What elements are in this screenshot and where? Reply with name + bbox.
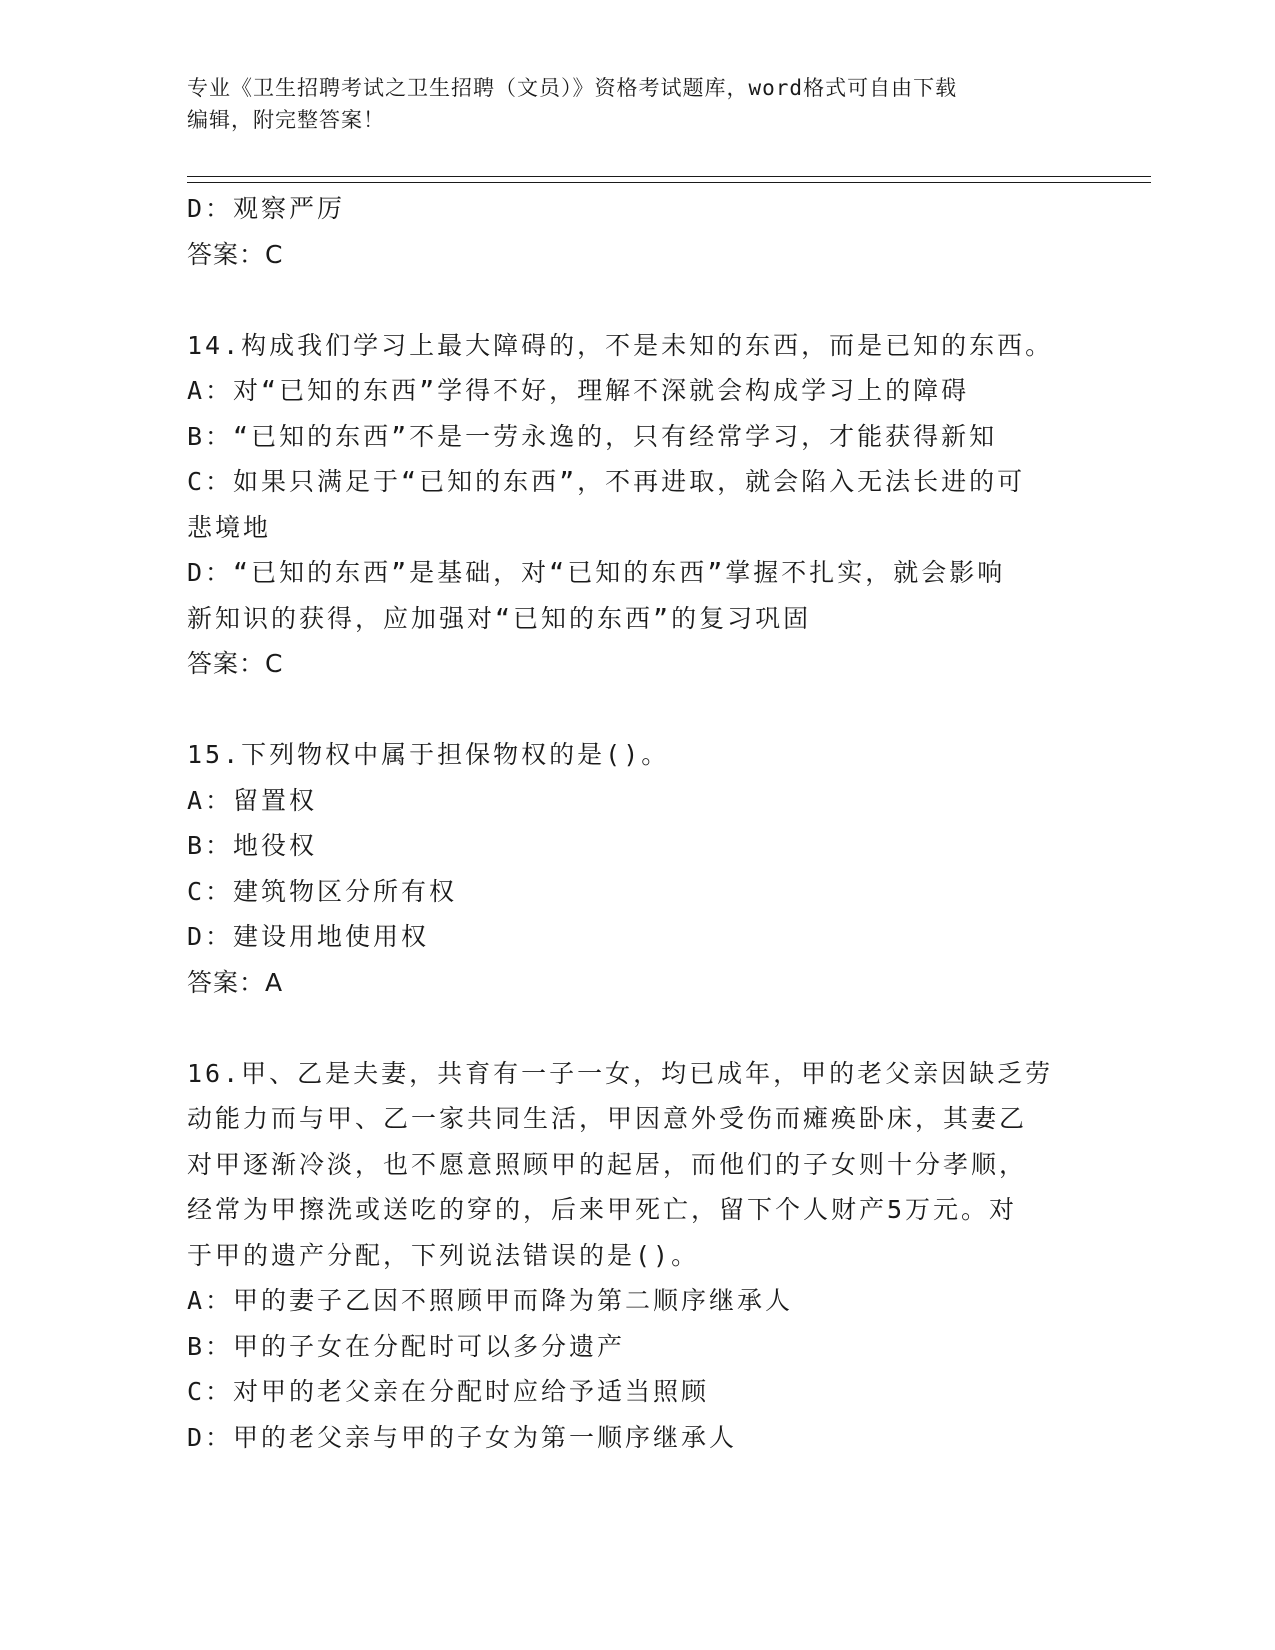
option-c: C：建筑物区分所有权: [187, 876, 458, 906]
option-a: A：留置权: [187, 785, 318, 815]
option-c-continued: 悲境地: [187, 512, 272, 542]
question-content: [187, 186, 1087, 1460]
option-d: D：建设用地使用权: [187, 922, 430, 951]
question-stem-line-1: 16.甲、乙是夫妻，共育有一子一女，均已成年，甲的老父亲因缺乏劳: [187, 1058, 1054, 1088]
question-stem-line-5: 于甲的遗产分配，下列说法错误的是()。: [187, 1240, 700, 1270]
answer: 答案：A: [187, 967, 284, 997]
answer: 答案：C: [187, 649, 284, 678]
question-16: [187, 1051, 1087, 1461]
answer: 答案：C: [187, 239, 284, 269]
previous-question-tail: [187, 186, 1087, 277]
question-14: [187, 323, 1087, 687]
question-stem: 15.下列物权中属于担保物权的是()。: [187, 740, 670, 769]
option-d: D：“已知的东西”是基础，对“已知的东西”掌握不扎实，就会影响: [187, 558, 1006, 587]
option-a: A：对“已知的东西”学得不好，理解不深就会构成学习上的障碍: [187, 376, 970, 405]
header-rule-bottom: [187, 182, 1151, 183]
spacer: [187, 1005, 1087, 1051]
question-stem-line-3: 对甲逐渐冷淡，也不愿意照顾甲的起居，而他们的子女则十分孝顺，: [187, 1149, 1028, 1179]
option-b: B：地役权: [187, 831, 318, 860]
option-d-continued: 新知识的获得，应加强对“已知的东西”的复习巩固: [187, 603, 812, 633]
question-stem: 14.构成我们学习上最大障碍的，不是未知的东西，而是已知的东西。: [187, 330, 1054, 360]
question-15: [187, 732, 1087, 1005]
document-header: [187, 72, 1067, 136]
question-stem-line-2: 动能力而与甲、乙一家共同生活，甲因意外受伤而瘫痪卧床，其妻乙: [187, 1104, 1028, 1133]
option-d: D：甲的老父亲与甲的子女为第一顺序继承人: [187, 1422, 738, 1452]
option-b: B：甲的子女在分配时可以多分遗产: [187, 1331, 626, 1361]
option-c: C：对甲的老父亲在分配时应给予适当照顾: [187, 1377, 710, 1406]
spacer: [187, 277, 1087, 323]
header-rule-top: [187, 176, 1151, 177]
header-line-1: 专业《卫生招聘考试之卫生招聘（文员）》资格考试题库，word格式可自由下载: [187, 76, 958, 100]
spacer: [187, 687, 1087, 733]
header-line-2: 编辑，附完整答案！: [187, 108, 385, 132]
question-stem-line-4: 经常为甲擦洗或送吃的穿的，后来甲死亡，留下个人财产5万元。对: [187, 1195, 1018, 1224]
option-a: A：甲的妻子乙因不照顾甲而降为第二顺序继承人: [187, 1286, 794, 1315]
option-c: C：如果只满足于“已知的东西”，不再进取，就会陷入无法长进的可: [187, 467, 1026, 496]
option-b: B：“已知的东西”不是一劳永逸的，只有经常学习，才能获得新知: [187, 421, 998, 451]
option-d: D：观察严厉: [187, 194, 346, 223]
